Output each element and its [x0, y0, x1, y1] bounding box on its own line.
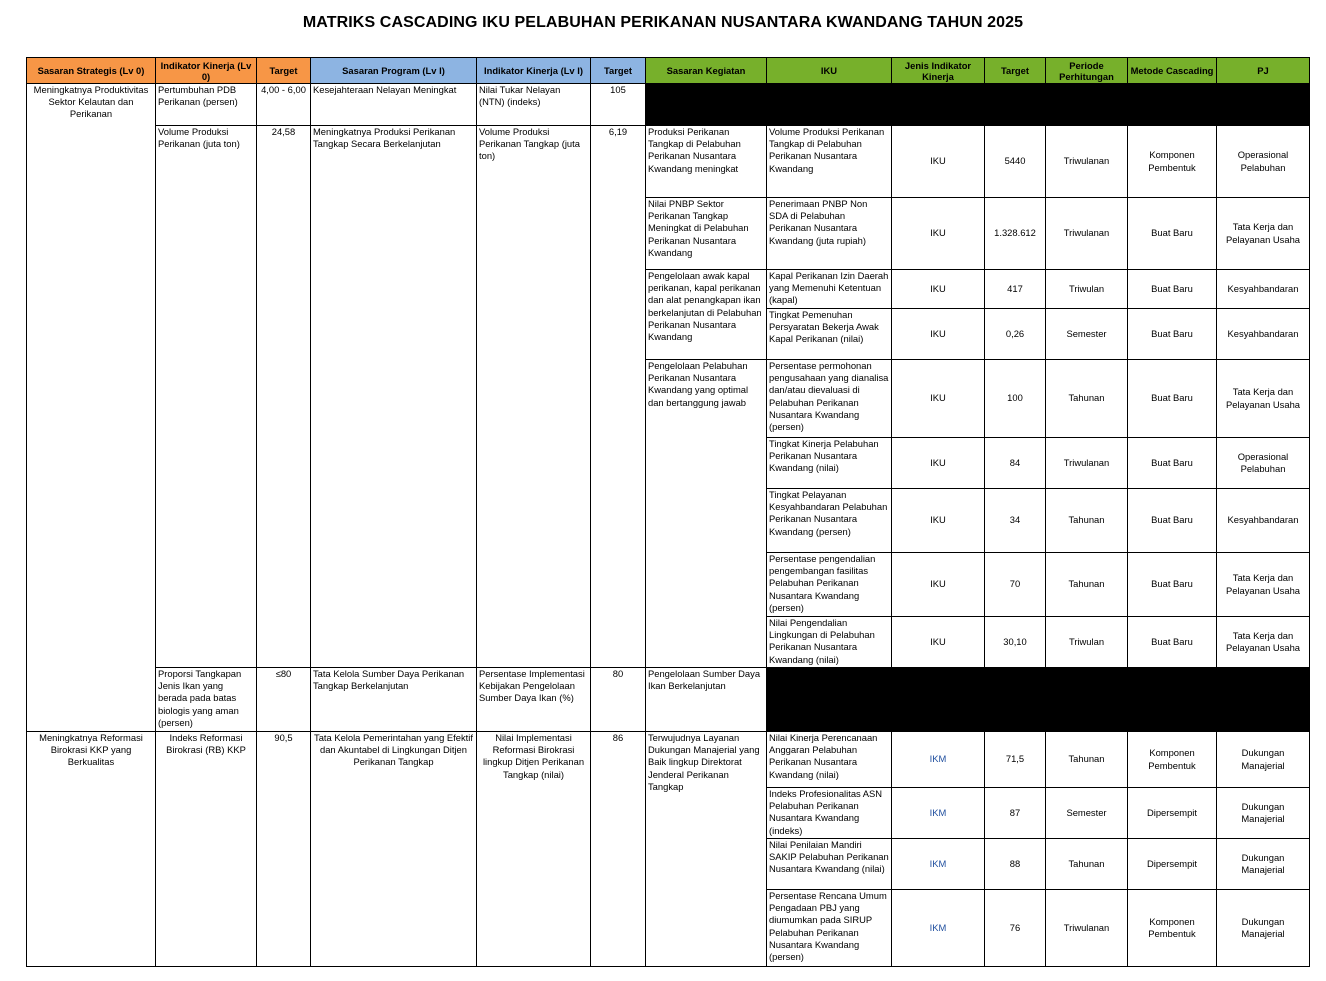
- metode-cell: Komponen Pembentuk: [1128, 732, 1217, 788]
- metode-cell: Komponen Pembentuk: [1128, 126, 1217, 198]
- table-row: [27, 732, 1310, 788]
- header-pj: PJ: [1217, 58, 1310, 84]
- indikator-lv0-cell: Proporsi Tangkapan Jenis Ikan yang berada pada batas biologis yang aman (persen): [156, 668, 257, 732]
- target-cell: 1.328.612: [985, 198, 1046, 270]
- jenis-cell: IKU: [892, 489, 985, 553]
- metode-cell: Buat Baru: [1128, 438, 1217, 489]
- header-iku: IKU: [767, 58, 892, 84]
- target-lv1-cell: 80: [591, 668, 646, 732]
- iku-cell: Persentase Rencana Umum Pengadaan PBJ yang diumumkan pada SIRUP Pelabuhan Perikanan Nusantara Kwandang (persen): [767, 890, 892, 967]
- iku-cell: Volume Produksi Perikanan Tangkap di Pelabuhan Perikanan Nusantara Kwandang: [767, 126, 892, 198]
- sasaran-program-cell: Tata Kelola Pemerintahan yang Efektif dan Akuntabel di Lingkungan Ditjen Perikanan Tangkap: [311, 732, 477, 967]
- periode-cell: Tahunan: [1046, 839, 1128, 890]
- periode-cell: Triwulanan: [1046, 126, 1128, 198]
- target-cell: 71,5: [985, 732, 1046, 788]
- jenis-cell: IKM: [892, 732, 985, 788]
- metode-cell: Buat Baru: [1128, 309, 1217, 360]
- indikator-lv0-cell: Indeks Reformasi Birokrasi (RB) KKP: [156, 732, 257, 967]
- periode-cell: Tahunan: [1046, 489, 1128, 553]
- target-lv0-cell: 4,00 - 6,00: [257, 84, 311, 126]
- target-cell: 70: [985, 553, 1046, 617]
- target-cell: 100: [985, 360, 1046, 438]
- target-lv0-cell: ≤80: [257, 668, 311, 732]
- iku-cell: Tingkat Pemenuhan Persyaratan Bekerja Awak Kapal Perikanan (nilai): [767, 309, 892, 360]
- header-sasaran-kegiatan: Sasaran Kegiatan: [646, 58, 767, 84]
- iku-cell: Indeks Profesionalitas ASN Pelabuhan Perikanan Nusantara Kwandang (indeks): [767, 788, 892, 839]
- header-periode: Periode Perhitungan: [1046, 58, 1128, 84]
- pj-cell: Dukungan Manajerial: [1217, 788, 1310, 839]
- indikator-lv1-cell: Nilai Tukar Nelayan (NTN) (indeks): [477, 84, 591, 126]
- target-lv1-cell: 86: [591, 732, 646, 967]
- header-metode: Metode Cascading: [1128, 58, 1217, 84]
- iku-cell: Nilai Penilaian Mandiri SAKIP Pelabuhan Perikanan Nusantara Kwandang (nilai): [767, 839, 892, 890]
- target-lv1-cell: 6,19: [591, 126, 646, 668]
- sasaran-kegiatan-cell: Terwujudnya Layanan Dukungan Manajerial yang Baik lingkup Direktorat Jenderal Perikanan Tangkap: [646, 732, 767, 967]
- metode-cell: Buat Baru: [1128, 360, 1217, 438]
- sasaran-kegiatan-cell: Pengelolaan Sumber Daya Ikan Berkelanjutan: [646, 668, 767, 732]
- iku-cell: Nilai Kinerja Perencanaan Anggaran Pelabuhan Perikanan Nusantara Kwandang (nilai): [767, 732, 892, 788]
- target-cell: 0,26: [985, 309, 1046, 360]
- pj-cell: Operasional Pelabuhan: [1217, 438, 1310, 489]
- sasaran-kegiatan-cell: Pengelolaan awak kapal perikanan, kapal perikanan dan alat penangkapan ikan berkelanjutan di Pelabuhan Perikanan Nusantara Kwandang: [646, 270, 767, 360]
- target-lv0-cell: 24,58: [257, 126, 311, 668]
- pj-cell: Kesyahbandaran: [1217, 270, 1310, 309]
- iku-cell: Tingkat Kinerja Pelabuhan Perikanan Nusantara Kwandang (nilai): [767, 438, 892, 489]
- pj-cell: Kesyahbandaran: [1217, 489, 1310, 553]
- header-row: [27, 58, 1310, 84]
- target-cell: 5440: [985, 126, 1046, 198]
- indikator-lv1-cell: Nilai Implementasi Reformasi Birokrasi lingkup Ditjen Perikanan Tangkap (nilai): [477, 732, 591, 967]
- jenis-cell: IKU: [892, 126, 985, 198]
- periode-cell: Tahunan: [1046, 553, 1128, 617]
- header-target-lv2: Target: [985, 58, 1046, 84]
- target-cell: 88: [985, 839, 1046, 890]
- sasaran-kegiatan-cell: Nilai PNBP Sektor Perikanan Tangkap Meningkat di Pelabuhan Perikanan Nusantara Kwandang: [646, 198, 767, 270]
- sasaran-strategis-cell: Meningkatnya Produktivitas Sektor Kelautan dan Perikanan: [27, 84, 156, 732]
- target-cell: 76: [985, 890, 1046, 967]
- header-indikator-kinerja-lv1: Indikator Kinerja (Lv I): [477, 58, 591, 84]
- page-title: MATRIKS CASCADING IKU PELABUHAN PERIKANAN NUSANTARA KWANDANG TAHUN 2025: [302, 14, 1024, 31]
- target-lv1-cell: 105: [591, 84, 646, 126]
- iku-cell: Persentase pengendalian pengembangan fasilitas Pelabuhan Perikanan Nusantara Kwandang (persen): [767, 553, 892, 617]
- redacted-block: [767, 668, 1310, 732]
- periode-cell: Semester: [1046, 309, 1128, 360]
- metode-cell: Komponen Pembentuk: [1128, 890, 1217, 967]
- sasaran-kegiatan-cell: Pengelolaan Pelabuhan Perikanan Nusantara Kwandang yang optimal dan bertanggung jawab: [646, 360, 767, 668]
- iku-cell: Kapal Perikanan Izin Daerah yang Memenuhi Ketentuan (kapal): [767, 270, 892, 309]
- periode-cell: Triwulanan: [1046, 438, 1128, 489]
- metode-cell: Dipersempit: [1128, 839, 1217, 890]
- metode-cell: Buat Baru: [1128, 198, 1217, 270]
- periode-cell: Triwulan: [1046, 617, 1128, 668]
- metode-cell: Buat Baru: [1128, 617, 1217, 668]
- iku-cell: Penerimaan PNBP Non SDA di Pelabuhan Perikanan Nusantara Kwandang (juta rupiah): [767, 198, 892, 270]
- jenis-cell: IKM: [892, 788, 985, 839]
- metode-cell: Buat Baru: [1128, 270, 1217, 309]
- metode-cell: Dipersempit: [1128, 788, 1217, 839]
- target-cell: 84: [985, 438, 1046, 489]
- jenis-cell: IKU: [892, 553, 985, 617]
- pj-cell: Dukungan Manajerial: [1217, 839, 1310, 890]
- table-row: [27, 84, 1310, 126]
- pj-cell: Tata Kerja dan Pelayanan Usaha: [1217, 553, 1310, 617]
- jenis-cell: IKU: [892, 617, 985, 668]
- periode-cell: Triwulanan: [1046, 198, 1128, 270]
- iku-cell: Nilai Pengendalian Lingkungan di Pelabuhan Perikanan Nusantara Kwandang (nilai): [767, 617, 892, 668]
- metode-cell: Buat Baru: [1128, 489, 1217, 553]
- target-cell: 34: [985, 489, 1046, 553]
- periode-cell: Triwulanan: [1046, 890, 1128, 967]
- iku-cell: Persentase permohonan pengusahaan yang dianalisa dan/atau dievaluasi di Pelabuhan Perikanan Nusantara Kwandang (persen): [767, 360, 892, 438]
- jenis-cell: IKU: [892, 360, 985, 438]
- sasaran-program-cell: Kesejahteraan Nelayan Meningkat: [311, 84, 477, 126]
- sasaran-kegiatan-cell: Produksi Perikanan Tangkap di Pelabuhan Perikanan Nusantara Kwandang meningkat: [646, 126, 767, 198]
- header-target-lv0: Target: [257, 58, 311, 84]
- metode-cell: Buat Baru: [1128, 553, 1217, 617]
- pj-cell: Tata Kerja dan Pelayanan Usaha: [1217, 617, 1310, 668]
- jenis-cell: IKM: [892, 890, 985, 967]
- periode-cell: Triwulan: [1046, 270, 1128, 309]
- target-cell: 30,10: [985, 617, 1046, 668]
- header-sasaran-program: Sasaran Program (Lv I): [311, 58, 477, 84]
- jenis-cell: IKU: [892, 270, 985, 309]
- target-cell: 417: [985, 270, 1046, 309]
- redacted-block: [646, 84, 1310, 126]
- target-cell: 87: [985, 788, 1046, 839]
- jenis-cell: IKU: [892, 309, 985, 360]
- indikator-lv1-cell: Volume Produksi Perikanan Tangkap (juta ton): [477, 126, 591, 668]
- jenis-cell: IKU: [892, 198, 985, 270]
- cascading-matrix-table: [26, 57, 1310, 967]
- header-target-lv1: Target: [591, 58, 646, 84]
- pj-cell: Dukungan Manajerial: [1217, 890, 1310, 967]
- pj-cell: Tata Kerja dan Pelayanan Usaha: [1217, 198, 1310, 270]
- jenis-cell: IKM: [892, 839, 985, 890]
- header-sasaran-strategis: Sasaran Strategis (Lv 0): [27, 58, 156, 84]
- periode-cell: Tahunan: [1046, 360, 1128, 438]
- header-jenis-indikator: Jenis Indikator Kinerja: [892, 58, 985, 84]
- sasaran-program-cell: Meningkatnya Produksi Perikanan Tangkap Secara Berkelanjutan: [311, 126, 477, 668]
- iku-cell: Tingkat Pelayanan Kesyahbandaran Pelabuhan Perikanan Nusantara Kwandang (persen): [767, 489, 892, 553]
- indikator-lv0-cell: Pertumbuhan PDB Perikanan (persen): [156, 84, 257, 126]
- indikator-lv1-cell: Persentase Implementasi Kebijakan Pengelolaan Sumber Daya Ikan (%): [477, 668, 591, 732]
- periode-cell: Semester: [1046, 788, 1128, 839]
- pj-cell: Dukungan Manajerial: [1217, 732, 1310, 788]
- header-indikator-kinerja-lv0: Indikator Kinerja (Lv 0): [156, 58, 257, 84]
- jenis-cell: IKU: [892, 438, 985, 489]
- sasaran-strategis-cell: Meningkatnya Reformasi Birokrasi KKP yang Berkualitas: [27, 732, 156, 967]
- table-row: [27, 126, 1310, 198]
- pj-cell: Tata Kerja dan Pelayanan Usaha: [1217, 360, 1310, 438]
- target-lv0-cell: 90,5: [257, 732, 311, 967]
- periode-cell: Tahunan: [1046, 732, 1128, 788]
- pj-cell: Kesyahbandaran: [1217, 309, 1310, 360]
- pj-cell: Operasional Pelabuhan: [1217, 126, 1310, 198]
- sasaran-program-cell: Tata Kelola Sumber Daya Perikanan Tangkap Berkelanjutan: [311, 668, 477, 732]
- indikator-lv0-cell: Volume Produksi Perikanan (juta ton): [156, 126, 257, 668]
- table-row: [27, 668, 1310, 732]
